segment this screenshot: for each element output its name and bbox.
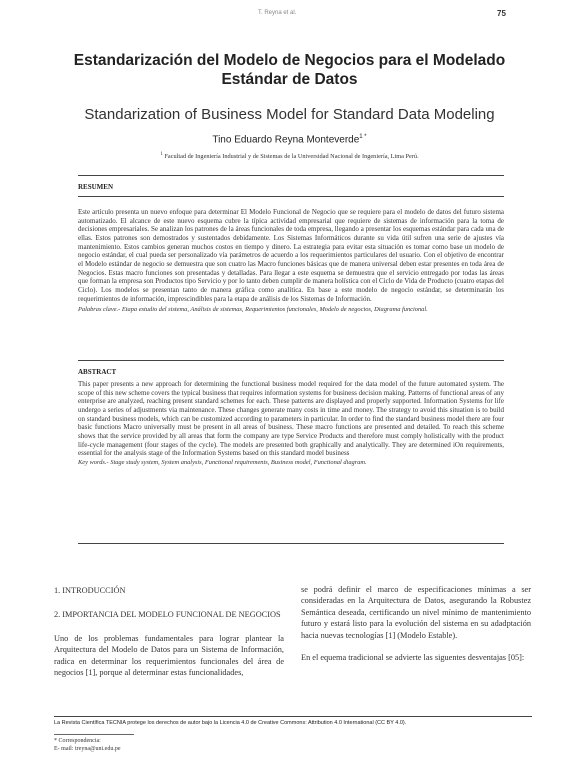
abstract-top-rule (78, 360, 504, 361)
running-head: T. Reyna et al. (258, 10, 297, 16)
affiliation (30, 152, 549, 160)
author-name: Tino Eduardo Reyna Monteverde (212, 134, 360, 146)
resumen-text: Este artículo presenta un nuevo enfoque para determinar El Modelo Funcional de Negocio que se requiere para el modelo de datos del futuro sistema automatizado. El alcance de este nuevo esquema cubre la típica actividad empresarial que requiere de sistemas de información para la toma de decisiones empresariales. Se analizan los patrones de la áreas funcionales de toda empresa, llegando a presentar los esquemas estándar para cada una de ellas. Estos patrones son demostrados y sustentados debidamente. Los Sistemas Informáticos durante su vida útil sufren una serie de ajustes vía mantenimiento. Estos cambios generan muchos costos en tiempo y dinero. La estrategia para evitar esta situación es tomar como base un modelo de negocio estándar, el cual pueda ser personalizado vía parámetros de acuerdo a los requerimientos particulares del usuario. Con el objetivo de encontrar el Modelo estándar de negocio se demuestra que son cuatro las Macro funciones básicas que de manera universal deben estar presentes en toda área de Negocios. Estas macro funciones son presentadas y detalladas. Para llegar a este esquema se demuestra que el servicio entregado por todas las áreas que forman la empresa son Productos tipo Servicio y por lo tanto deben cumplir de manera holística con el Ciclo de Vida de Producto (cuatro etapas del Ciclo). Los modelos se presentan tanto de manera gráfica como analítica. En base a este modelo de negocio estándar, se determinarán los requerimientos de información, imprescindibles para la etapa de análisis de los Sistemas de Información. (78, 208, 504, 303)
abstract-bottom-rule (78, 543, 504, 544)
title-spanish-line1: Estandarización del Modelo de Negocios para el Modelado (73, 52, 506, 69)
affiliation-mark: 1 (160, 152, 163, 157)
resumen-rule (78, 196, 504, 197)
footer-rule (54, 716, 532, 717)
right-body-paragraph-2: En el equema tradicional se advierte las siguentes desventajas [05]: (301, 653, 525, 663)
top-rule (78, 175, 504, 176)
page-number: 75 (497, 9, 506, 18)
title-english: Standarization of Business Model for Standard Data Modeling (84, 106, 495, 123)
right-body-paragraph-1: se podrá definir el marco de especificaciones mínimas a ser consideradas en la Arquitectura de Datos, asegurando la Robustez Semántica deseada, certificando un nivel mínimo de mantenimiento futuro y estará listo para la evolución del sistema en su adadptación hacia nuevas tecnologías [1] (Modelo Estable). (301, 585, 531, 640)
author-marks: 1 * (359, 134, 367, 140)
correspondence-email: E- mail: treyna@uni.edu.pe (54, 746, 121, 752)
title-spanish (30, 51, 549, 89)
resumen-block (78, 208, 504, 315)
left-column (54, 585, 284, 679)
section-heading-importancia: 2. IMPORTANCIA DEL MODELO FUNCIONAL DE NEGOCIOS (54, 610, 281, 619)
license-note: La Revista Científica TECNIA protege los derechos de autor bajo la Licencia 4.0 de Creative Commons: Attribution 4.0 International (CC BY 4.0). (54, 720, 407, 726)
abstract-block (78, 380, 504, 468)
left-body-paragraph: Uno de los problemas fundamentales para lograr plantear la Arquitectura del Modelo de Datos para un Sistema de Información, radica en determinar los requerimientos funcionales del área de negocios [1], porque al determinar estas funcionalidades, (54, 634, 284, 678)
resumen-keywords: Palabras clave.- Etapa estudio del sistema, Análisis de sistemas, Requerimientos funcionales, Modelo de negocios, Diagrama funcional. (78, 306, 428, 314)
author-line (30, 134, 549, 145)
resumen-heading: RESUMEN (78, 183, 114, 191)
affiliation-text: Facultad de Ingeniería Industrial y de Sistemas de la Universidad Nacional de Ingeniería, Lima Perú. (164, 153, 419, 161)
title-spanish-line2: Estándar de Datos (221, 71, 358, 88)
abstract-keywords: Key words.- Stage study system, System analysis, Functional requirements, Business model, Functional diagram. (78, 458, 367, 466)
section-heading-introduccion: 1. INTRODUCCIÓN (54, 586, 126, 595)
abstract-text: This paper presents a new approach for determining the functional business model required for the data model of the future automated system. The scope of this new scheme covers the typical business that requires information systems for business decision making. Patterns of functional areas of any enterprise are analyzed, reaching present standard schemes for each. These patterns are displayed and properly supported. Information Systems for life undergo a series of adjustments via maintenance. These changes generate many costs in time and money. The strategy to avoid this situation is to build on standard business models, which can be customized according to parameters in particular. In order to find the standard business model there are four basic functions Macro universally must be present in all areas of business. These macro functions are presented and detailed. To reach this scheme shows that the service provided by all areas that form the company are type Service Products and therefore must comply holistically with the product life-cycle management (four stages of the cycle). The models are presented both graphically and analytically. They are determined iOn requirements, essential for the analysis stage of the Information Systems based on this standard model business (78, 380, 504, 458)
correspondence-label: * Correspondencia: (54, 738, 101, 744)
right-column (301, 584, 531, 663)
abstract-heading: ABSTRACT (78, 368, 117, 376)
footnote-rule (54, 734, 134, 735)
